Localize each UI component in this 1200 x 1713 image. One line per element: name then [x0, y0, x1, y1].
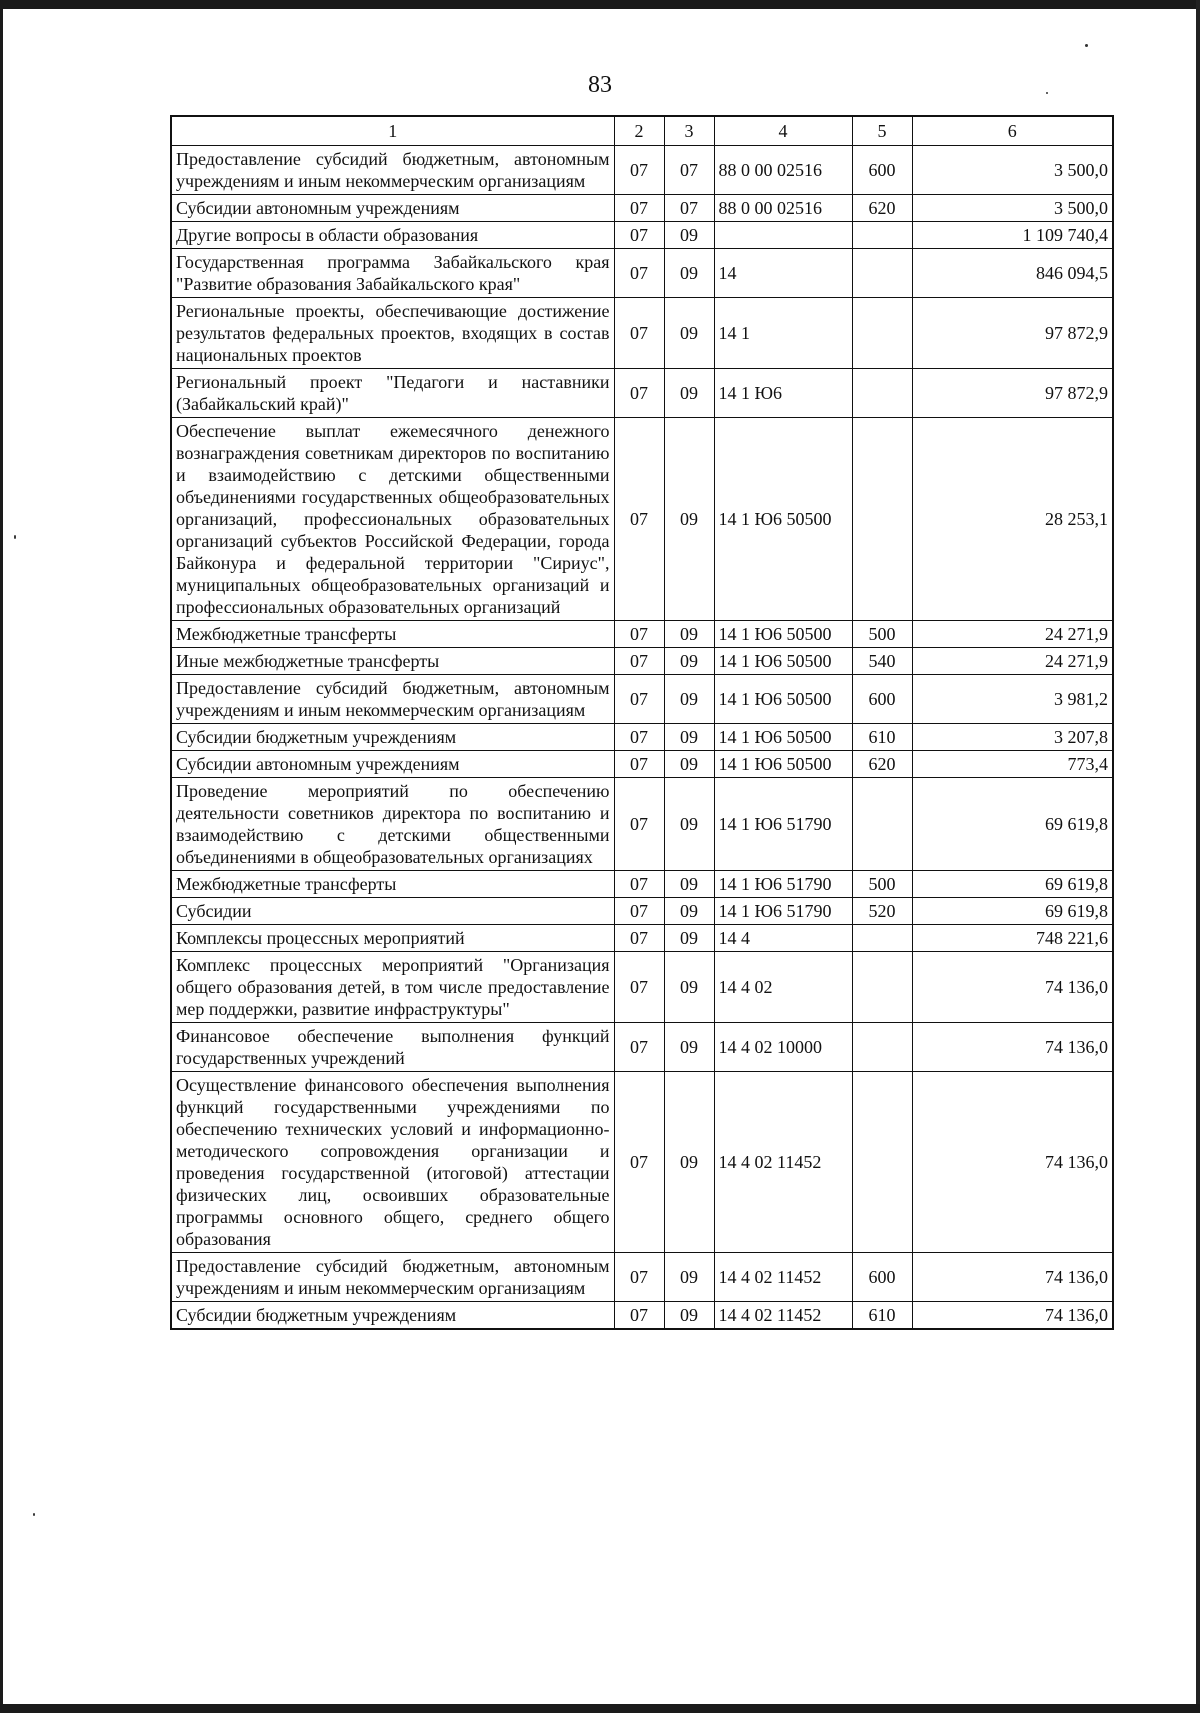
target-article-code: 14 4 02 11452 [714, 1253, 852, 1302]
expense-type-code: 610 [852, 724, 912, 751]
section-code: 07 [614, 222, 664, 249]
column-header: 4 [714, 116, 852, 146]
table-row [171, 925, 1113, 952]
item-name: Субсидии [171, 898, 614, 925]
scan-speck [33, 1513, 35, 1516]
amount: 74 136,0 [912, 1023, 1113, 1072]
amount: 97 872,9 [912, 298, 1113, 369]
column-header: 1 [171, 116, 614, 146]
amount: 28 253,1 [912, 418, 1113, 621]
target-article-code: 14 4 02 10000 [714, 1023, 852, 1072]
amount: 74 136,0 [912, 1302, 1113, 1330]
section-code: 07 [614, 724, 664, 751]
budget-table-body [171, 116, 1113, 1329]
scan-border-top [0, 0, 1200, 9]
amount: 3 500,0 [912, 146, 1113, 195]
subsection-code: 09 [664, 648, 714, 675]
section-code: 07 [614, 898, 664, 925]
expense-type-code [852, 1072, 912, 1253]
subsection-code: 09 [664, 369, 714, 418]
target-article-code: 14 1 Ю6 50500 [714, 621, 852, 648]
section-code: 07 [614, 621, 664, 648]
amount: 74 136,0 [912, 1253, 1113, 1302]
table-row [171, 298, 1113, 369]
amount: 69 619,8 [912, 871, 1113, 898]
subsection-code: 07 [664, 195, 714, 222]
item-name: Предоставление субсидий бюджетным, автономным учреждениям и иным некоммерческим организациям [171, 1253, 614, 1302]
item-name: Обеспечение выплат ежемесячного денежного вознаграждения советникам директоров по воспитанию и взаимодействию с детскими общественными объединениями государственных общеобразовательных организаций, профессиональных образовательных организаций субъектов Российской Федерации, города Байконура и федеральной территории "Сириус", муниципальных общеобразовательных организаций и профессиональных образовательных организаций [171, 418, 614, 621]
budget-table [170, 115, 1114, 1330]
table-row [171, 871, 1113, 898]
target-article-code: 14 1 Ю6 50500 [714, 418, 852, 621]
expense-type-code: 600 [852, 675, 912, 724]
amount: 846 094,5 [912, 249, 1113, 298]
item-name: Региональные проекты, обеспечивающие достижение результатов федеральных проектов, входящих в состав национальных проектов [171, 298, 614, 369]
target-article-code: 14 4 02 11452 [714, 1302, 852, 1330]
table-row [171, 751, 1113, 778]
subsection-code: 09 [664, 898, 714, 925]
amount: 69 619,8 [912, 898, 1113, 925]
section-code: 07 [614, 146, 664, 195]
section-code: 07 [614, 1253, 664, 1302]
target-article-code: 14 1 Ю6 51790 [714, 898, 852, 925]
table-row [171, 952, 1113, 1023]
item-name: Осуществление финансового обеспечения выполнения функций государственными учреждениями по обеспечению технических условий и информационно-методического сопровождения организации и проведения государственной (итоговой) аттестации физических лиц, освоивших образовательные программы основного общего, среднего общего образования [171, 1072, 614, 1253]
amount: 74 136,0 [912, 1072, 1113, 1253]
item-name: Межбюджетные трансферты [171, 621, 614, 648]
target-article-code: 14 1 Ю6 50500 [714, 751, 852, 778]
target-article-code: 14 1 Ю6 51790 [714, 871, 852, 898]
item-name: Иные межбюджетные трансферты [171, 648, 614, 675]
subsection-code: 09 [664, 298, 714, 369]
subsection-code: 09 [664, 925, 714, 952]
expense-type-code [852, 249, 912, 298]
target-article-code: 88 0 00 02516 [714, 195, 852, 222]
expense-type-code [852, 1023, 912, 1072]
expense-type-code: 500 [852, 621, 912, 648]
target-article-code: 14 [714, 249, 852, 298]
subsection-code: 09 [664, 1072, 714, 1253]
subsection-code: 09 [664, 952, 714, 1023]
expense-type-code [852, 925, 912, 952]
section-code: 07 [614, 778, 664, 871]
expense-type-code: 620 [852, 195, 912, 222]
section-code: 07 [614, 298, 664, 369]
section-code: 07 [614, 952, 664, 1023]
expense-type-code [852, 952, 912, 1023]
amount: 69 619,8 [912, 778, 1113, 871]
column-header: 2 [614, 116, 664, 146]
table-row [171, 621, 1113, 648]
expense-type-code: 610 [852, 1302, 912, 1330]
table-row [171, 898, 1113, 925]
scan-border-bottom [0, 1704, 1200, 1713]
amount: 773,4 [912, 751, 1113, 778]
expense-type-code: 600 [852, 1253, 912, 1302]
amount: 3 500,0 [912, 195, 1113, 222]
table-header-row [171, 116, 1113, 146]
item-name: Государственная программа Забайкальского края "Развитие образования Забайкальского края" [171, 249, 614, 298]
amount: 1 109 740,4 [912, 222, 1113, 249]
subsection-code: 09 [664, 871, 714, 898]
section-code: 07 [614, 249, 664, 298]
amount: 97 872,9 [912, 369, 1113, 418]
subsection-code: 09 [664, 724, 714, 751]
section-code: 07 [614, 369, 664, 418]
table-row [171, 418, 1113, 621]
item-name: Межбюджетные трансферты [171, 871, 614, 898]
expense-type-code: 620 [852, 751, 912, 778]
subsection-code: 09 [664, 675, 714, 724]
expense-type-code [852, 418, 912, 621]
column-header: 6 [912, 116, 1113, 146]
table-row [171, 195, 1113, 222]
item-name: Субсидии автономным учреждениям [171, 195, 614, 222]
target-article-code: 14 1 Ю6 50500 [714, 675, 852, 724]
target-article-code: 14 1 Ю6 51790 [714, 778, 852, 871]
table-row [171, 1072, 1113, 1253]
amount: 748 221,6 [912, 925, 1113, 952]
section-code: 07 [614, 1072, 664, 1253]
subsection-code: 09 [664, 751, 714, 778]
expense-type-code [852, 369, 912, 418]
scan-border-left [0, 0, 3, 1713]
target-article-code: 14 1 Ю6 50500 [714, 724, 852, 751]
expense-type-code [852, 222, 912, 249]
amount: 24 271,9 [912, 621, 1113, 648]
table-row [171, 369, 1113, 418]
section-code: 07 [614, 1023, 664, 1072]
target-article-code: 14 4 [714, 925, 852, 952]
item-name: Региональный проект "Педагоги и наставники (Забайкальский край)" [171, 369, 614, 418]
scan-speck [1085, 44, 1088, 47]
section-code: 07 [614, 195, 664, 222]
section-code: 07 [614, 751, 664, 778]
column-header: 3 [664, 116, 714, 146]
expense-type-code [852, 298, 912, 369]
target-article-code: 14 4 02 11452 [714, 1072, 852, 1253]
subsection-code: 09 [664, 222, 714, 249]
item-name: Проведение мероприятий по обеспечению деятельности советников директора по воспитанию и взаимодействию с детскими общественными объединениями в общеобразовательных организациях [171, 778, 614, 871]
amount: 74 136,0 [912, 952, 1113, 1023]
expense-type-code: 520 [852, 898, 912, 925]
table-row [171, 648, 1113, 675]
subsection-code: 09 [664, 778, 714, 871]
amount: 24 271,9 [912, 648, 1113, 675]
table-row [171, 1023, 1113, 1072]
table-row [171, 778, 1113, 871]
section-code: 07 [614, 675, 664, 724]
table-row [171, 146, 1113, 195]
table-row [171, 222, 1113, 249]
item-name: Предоставление субсидий бюджетным, автономным учреждениям и иным некоммерческим организациям [171, 146, 614, 195]
scan-border-right [1196, 0, 1200, 1713]
subsection-code: 09 [664, 1023, 714, 1072]
item-name: Другие вопросы в области образования [171, 222, 614, 249]
section-code: 07 [614, 1302, 664, 1330]
amount: 3 981,2 [912, 675, 1113, 724]
section-code: 07 [614, 418, 664, 621]
item-name: Комплекс процессных мероприятий "Организация общего образования детей, в том числе предоставление мер поддержки, развитие инфраструктуры" [171, 952, 614, 1023]
target-article-code: 14 1 Ю6 [714, 369, 852, 418]
subsection-code: 09 [664, 418, 714, 621]
item-name: Субсидии бюджетным учреждениям [171, 724, 614, 751]
subsection-code: 09 [664, 621, 714, 648]
target-article-code [714, 222, 852, 249]
target-article-code: 14 1 [714, 298, 852, 369]
table-row [171, 1253, 1113, 1302]
target-article-code: 14 4 02 [714, 952, 852, 1023]
target-article-code: 14 1 Ю6 50500 [714, 648, 852, 675]
subsection-code: 09 [664, 249, 714, 298]
subsection-code: 09 [664, 1253, 714, 1302]
table-row [171, 249, 1113, 298]
column-header: 5 [852, 116, 912, 146]
item-name: Комплексы процессных мероприятий [171, 925, 614, 952]
scan-speck [14, 535, 16, 539]
item-name: Финансовое обеспечение выполнения функций государственных учреждений [171, 1023, 614, 1072]
expense-type-code: 540 [852, 648, 912, 675]
item-name: Предоставление субсидий бюджетным, автономным учреждениям и иным некоммерческим организациям [171, 675, 614, 724]
page-number: 83 [588, 72, 612, 98]
amount: 3 207,8 [912, 724, 1113, 751]
expense-type-code: 500 [852, 871, 912, 898]
table-row [171, 1302, 1113, 1330]
item-name: Субсидии автономным учреждениям [171, 751, 614, 778]
target-article-code: 88 0 00 02516 [714, 146, 852, 195]
expense-type-code [852, 778, 912, 871]
subsection-code: 07 [664, 146, 714, 195]
section-code: 07 [614, 871, 664, 898]
table-row [171, 675, 1113, 724]
expense-type-code: 600 [852, 146, 912, 195]
section-code: 07 [614, 925, 664, 952]
section-code: 07 [614, 648, 664, 675]
table-row [171, 724, 1113, 751]
subsection-code: 09 [664, 1302, 714, 1330]
item-name: Субсидии бюджетным учреждениям [171, 1302, 614, 1330]
